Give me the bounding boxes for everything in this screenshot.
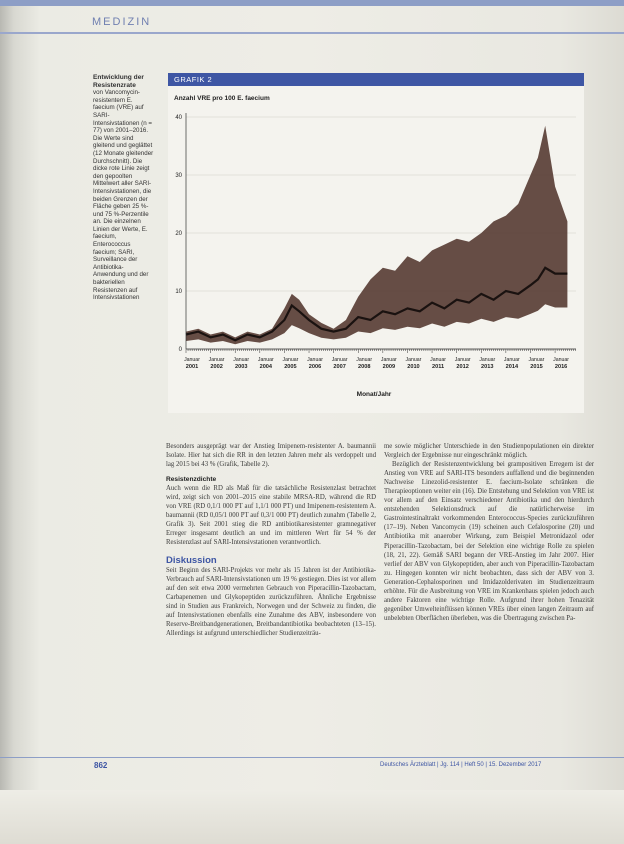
y-tick-label: 40 <box>175 115 182 121</box>
x-tick-label: Januar <box>356 357 373 363</box>
y-tick-label: 10 <box>175 289 182 295</box>
x-tick-label: Januar <box>380 357 397 363</box>
section-rubric: MEDIZIN <box>92 16 152 28</box>
x-tick-year: 2003 <box>234 364 248 370</box>
chart-ylabel: Anzahl VRE pro 100 E. faecium <box>174 95 270 102</box>
x-tick-year: 2002 <box>210 364 223 370</box>
x-tick-label: Januar <box>233 357 250 363</box>
x-tick-year: 2004 <box>259 364 273 370</box>
x-tick-year: 2013 <box>481 364 494 370</box>
x-tick-label: Januar <box>331 357 348 363</box>
paragraph: Besonders ausgeprägt war der Anstieg Imipenem-resistenter A. baumannii Isolate. Hier hat sich die RR in den letzten Jahren mehr als verdoppelt und lag 2015 bei 43 % (Grafik, Tabelle 2). <box>166 443 376 469</box>
x-tick-label: Januar <box>430 357 446 363</box>
paragraph: Bezüglich der Resistenzentwicklung bei grampositiven Erregern ist der Anstieg von VRE auf SARI-ITS besonders auffallend und die beginnenden Nachweise Linezolid-resistenter E. faecium-Isolate schränken die Therapieoptionen weiter ein (16). Die Entstehung und Selektion von VRE ist vor allem auf den Einsatz verschiedener Antibiotika und den hierdurch entstehenden Selektionsdruck auf die natürlicherweise im Gastrointestinaltrakt vorkommenden Enterococcus-Species zurückzuführen (17–19). Neben Vancomycin (19) scheinen auch Cefalosporine (20) und Antibiotika mit anaerober Wirkung, zum Beispiel Metronidazol oder Piperacillin-Tazobactam, bei der Selektion eine wichtige Rolle zu spielen (18, 21, 22). Gemäß SARI begann der VRE-Anstieg im Jahr 2007. Hier verlief der ABV von Glykopeptiden, aber auch von Piperacillin-Tazobactam zu. Hingegen konnten wir nicht beobachten, dass sich der ABV von 3. Generation-Cephalosporinen und Imidazolderivaten im Studienzeitraum erhöhte. Für die Ausbreitung von VRE im Krankenhaus spielen jedoch auch andere Faktoren eine wichtige Rolle. Aufgrund ihrer hohen Tenazität gegenüber Umwelteinflüssen können VREs über einen langen Zeitraum auf unbelebten Oberflächen überleben, was die Übertragung zwischen Pa- <box>384 461 594 622</box>
y-tick-label: 0 <box>178 347 182 353</box>
x-tick-year: 2011 <box>431 364 445 370</box>
x-tick-year: 2009 <box>382 364 396 370</box>
x-tick-label: Januar <box>553 357 570 363</box>
x-tick-label: Januar <box>405 357 422 363</box>
subheading: Resistenzdichte <box>166 476 217 484</box>
page-number: 862 <box>94 761 108 770</box>
chart-canvas <box>168 73 584 413</box>
chart-xlabel: Monat/Jahr <box>356 391 392 398</box>
x-tick-label: Januar <box>282 357 299 363</box>
x-tick-year: 2007 <box>333 364 346 370</box>
section-heading: Diskussion <box>166 554 217 566</box>
x-tick-year: 2008 <box>358 364 371 370</box>
paragraph: me sowie möglicher Unterschiede in den Studienpopulationen ein direkter Vergleich der Ergebnisse nur eingeschränkt möglich. <box>384 443 594 460</box>
journal-citation: Deutsches Ärzteblatt | Jg. 114 | Heft 50 | 15. Dezember 2017 <box>380 762 542 768</box>
x-tick-label: Januar <box>528 357 545 363</box>
text-column-1 <box>166 442 376 638</box>
rubric-divider <box>0 32 624 34</box>
figure-caption <box>93 74 155 302</box>
x-tick-label: Januar <box>479 357 496 363</box>
chart-title: GRAFIK 2 <box>168 73 584 86</box>
x-tick-year: 2005 <box>284 364 297 370</box>
x-tick-year: 2012 <box>456 364 469 370</box>
y-tick-label: 30 <box>175 173 182 179</box>
caption-title: Entwicklung der Resistenzrate <box>93 74 144 89</box>
x-tick-label: Januar <box>503 357 520 363</box>
x-tick-year: 2016 <box>554 364 568 370</box>
y-tick-label: 20 <box>175 231 182 237</box>
x-tick-year: 2015 <box>530 364 543 370</box>
caption-text: von Vancomycin-resistentem E. faecium (VRE) auf SARI-Intensivstationen (n = 77) von 2001–2016. Die Werte sind gleitend und geglättet (12 Monate gleitender Durchschnitt). Die dicke rote Linie zeigt den gepoolten Mittelwert aller SARI-Intensivstationen, die beiden Grenzen der Fläche geben 25 %- und 75 %-Perzentile an. Die einzelnen Linien der Werte, E. faecium, Enterococcus faecium; SARI, Surveillance der Antibiotika-Anwendung und der bakteriellen Resistenzen auf Intensivstationen <box>93 89 154 302</box>
top-bar <box>0 0 624 6</box>
text-column-2 <box>384 442 594 623</box>
series-area <box>186 126 567 345</box>
x-tick-label: Januar <box>454 357 471 363</box>
paragraph: Seit Beginn des SARI-Projekts vor mehr als 15 Jahren ist der Antibiotika-Verbrauch auf SARI-Intensivstationen um 19 % gestiegen. Dies ist vor allem auf den seit etwa 2000 vermehrten Gebrauch von Piperacillin-Tazobactam, Carbapenemen und Glykopeptiden zurückzuführen. Ähnliche Ergebnisse sind in Studien aus Frankreich, Norwegen und der Schweiz zu finden, die auf Intensivstationen ebenfalls eine Zunahme des ABV, insbesondere von Reserve-Breitbandgenerationen, Breitbandantibiotika beobachteten (13–15). Allerdings ist aufgrund unterschiedlicher Studienzeiträu- <box>166 566 376 637</box>
x-tick-year: 2006 <box>308 364 322 370</box>
x-tick-year: 2010 <box>407 364 420 370</box>
chart-figure <box>168 73 584 413</box>
paragraph: Auch wenn die RD als Maß für die tatsächliche Resistenzlast betrachtet wird, zeigt sich von 2001–2015 eine stabile MRSA-RD, während die RD von VRE (RD 0,1/1 000 PT auf 1,1/1 000 PT) und Imipenem-resistentem A. baumannii (RD 0,05/1 000 PT auf 0,3/1 000 PT) deutlich zunahm (Tabelle 2, Grafik 3). Seit 2001 stieg die RD antibiotikaresistenter gramnegativer Erreger insgesamt deutlich an und im mittleren Wert für 54 % der Resistenzlast auf SARI-Intensivstationen verantwortlich. <box>166 485 376 547</box>
x-tick-label: Januar <box>257 357 274 363</box>
x-tick-year: 2001 <box>185 364 199 370</box>
x-tick-label: Januar <box>208 357 225 363</box>
x-tick-label: Januar <box>184 357 200 363</box>
x-tick-year: 2014 <box>505 364 519 370</box>
page-bottom-margin <box>0 790 624 844</box>
footer-divider <box>0 757 624 758</box>
x-tick-label: Januar <box>307 357 323 363</box>
